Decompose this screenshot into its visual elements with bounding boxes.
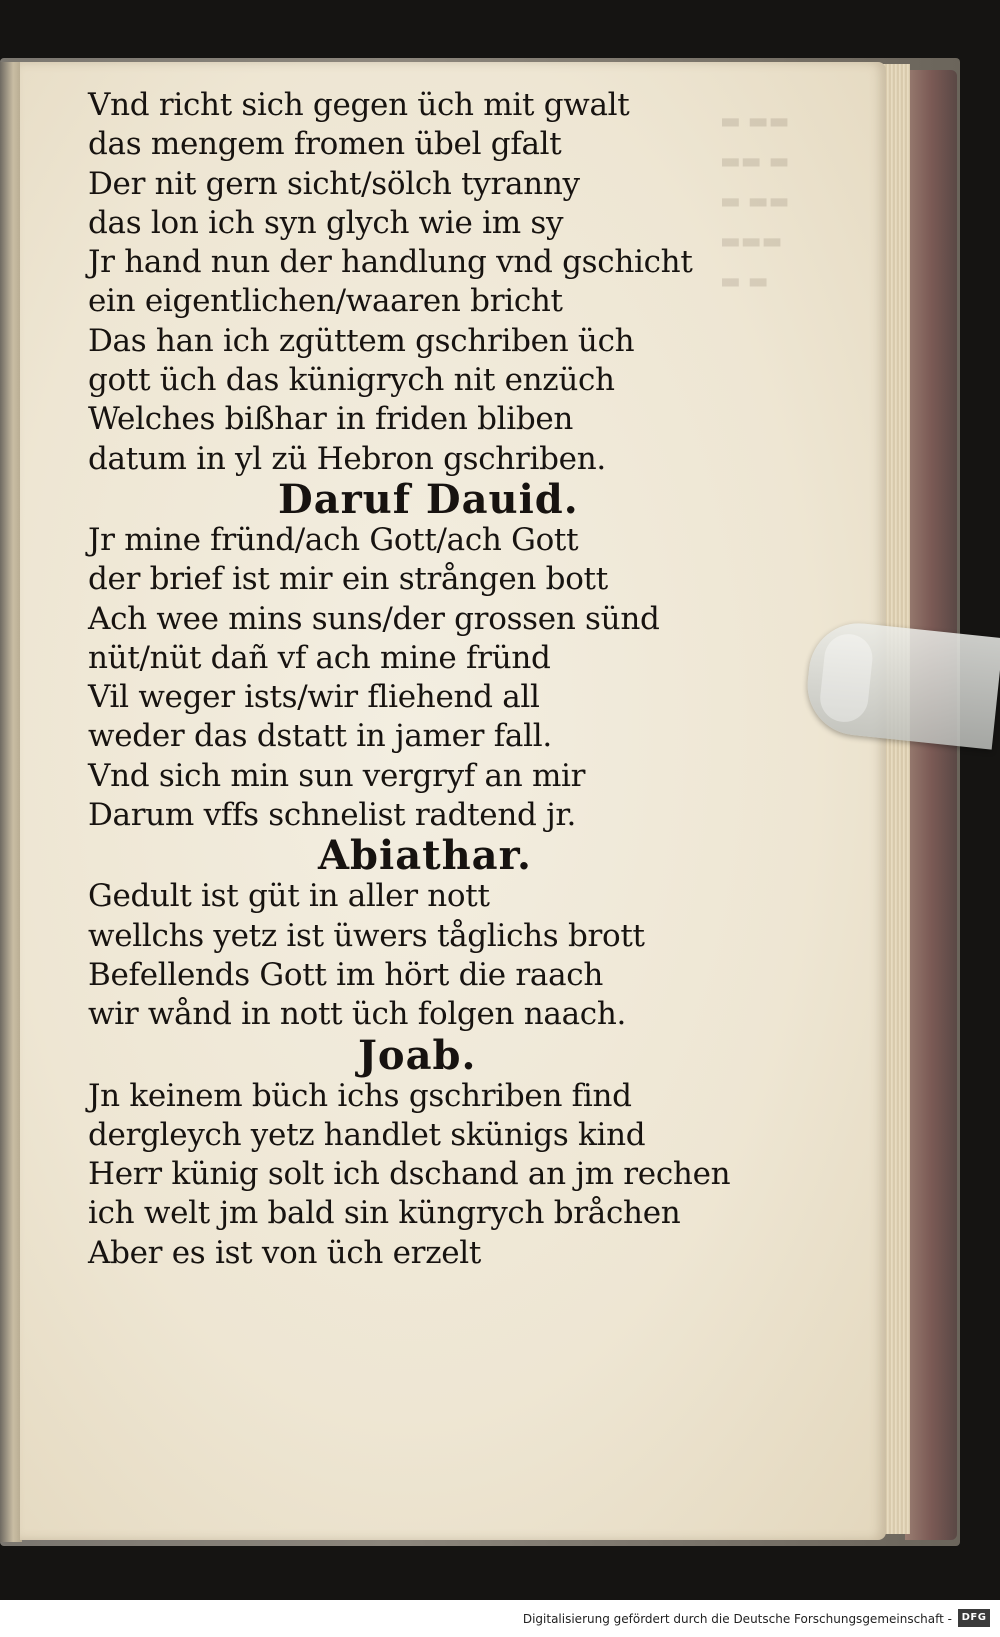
dfg-logo: DFG (958, 1609, 990, 1627)
verse-line: Darum vffs schnelist radtend jr. (88, 797, 577, 834)
verse-line: nüt/nüt dañ vf ach mine fründ (88, 639, 551, 676)
verse-line: Das han ich zgüttem gschriben üch (88, 322, 635, 359)
show-through-text: ▬ ▬▬ ▬▬ ▬ ▬ ▬▬ ▬▬▬ ▬ ▬ (720, 109, 790, 294)
verse-line: Welches bißhar in friden bliben (88, 401, 574, 438)
verse-text-block (88, 86, 788, 1273)
speaker-heading: Daruf Dauid. (278, 475, 579, 523)
verse-line: Jn keinem büch ichs gschriben find (88, 1077, 632, 1114)
verse-line: wir wånd in nott üch folgen naach. (88, 996, 627, 1033)
verse-line: Ach wee mins suns/der grossen sünd (88, 600, 660, 637)
funding-credit: Digitalisierung gefördert durch die Deutsche Forschungsgemeinschaft - (522, 1612, 952, 1626)
verse-line: gott üch das künigrych nit enzüch (88, 362, 615, 399)
speaker-heading: Joab. (358, 1031, 477, 1079)
verse-line: Vnd richt sich gegen üch mit gwalt (88, 87, 630, 123)
verse-line: Aber es ist von üch erzelt (88, 1234, 482, 1271)
verse-line: der brief ist mir ein strången bott (88, 561, 608, 598)
verse-line: Jr mine fründ/ach Gott/ach Gott (88, 521, 579, 558)
verse-line: Vil weger ists/wir fliehend all (88, 679, 540, 716)
verse-line: das lon ich syn glych wie im sy (88, 204, 564, 241)
footer-bar (0, 1600, 1000, 1637)
tab-marker-highlight (818, 632, 875, 725)
verse-line: Jr hand nun der handlung vnd gschicht (88, 244, 693, 281)
book-cover-edge (905, 70, 957, 1540)
verse-line: dergleych yetz handlet skünigs kind (88, 1116, 646, 1153)
book-spine (0, 62, 22, 1542)
verse-line: ein eigentlichen/waaren bricht (88, 283, 563, 320)
verse-line: ich welt jm bald sin küngrych bråchen (88, 1195, 681, 1232)
verse-line: weder das dstatt in jamer fall. (88, 718, 552, 755)
verse-line: Herr künig solt ich dschand an jm rechen (88, 1156, 731, 1193)
verse-line: datum in yl zü Hebron gschriben. (88, 440, 606, 477)
verse-line: Vnd sich min sun vergryf an mir (88, 757, 586, 794)
speaker-heading: Abiathar. (318, 832, 532, 880)
verse-line: wellchs yetz ist üwers tåglichs brott (88, 917, 645, 954)
verse-line: Befellends Gott im hört die raach (88, 956, 603, 993)
verse-line: das mengem fromen übel gfalt (88, 126, 562, 163)
verse-line: Der nit gern sicht/sölch tyranny (88, 165, 580, 202)
verse-line: Gedult ist güt in aller nott (88, 878, 490, 915)
